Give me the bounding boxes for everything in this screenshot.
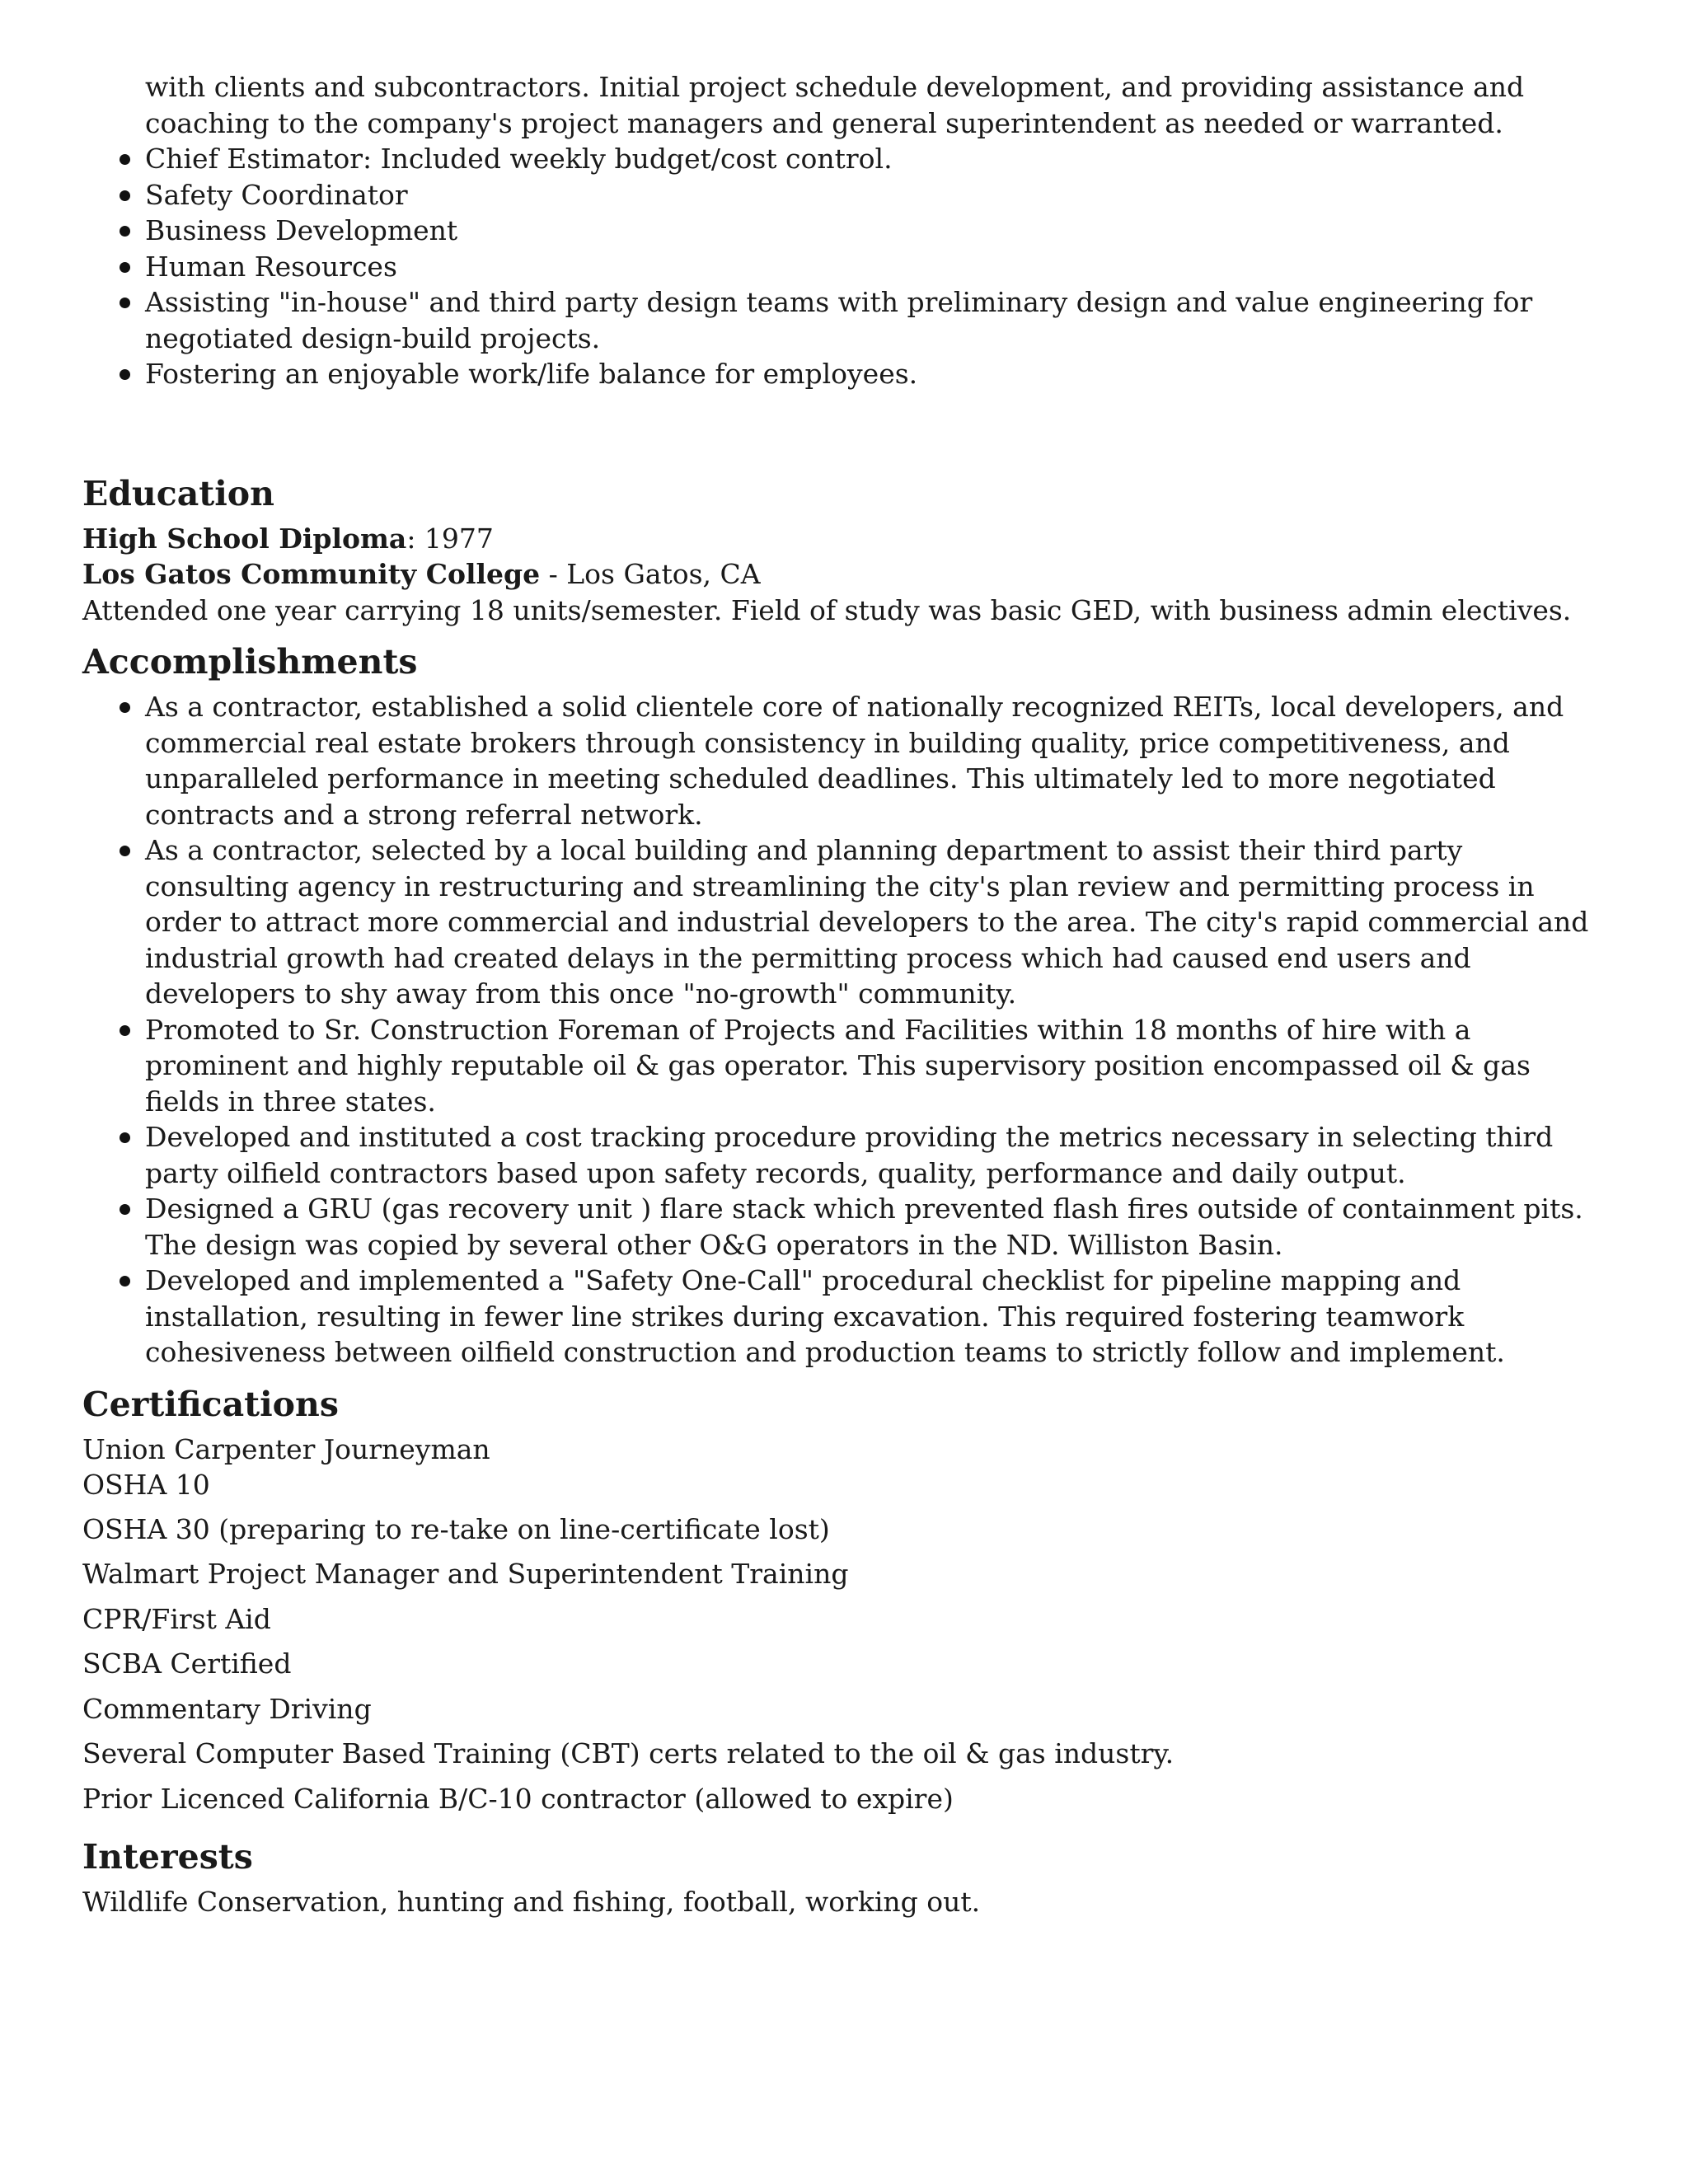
accomplishments-heading: Accomplishments [82, 642, 418, 682]
resume-page [82, 69, 1615, 1920]
certifications-section [82, 1384, 1615, 1817]
education-degree: High School Diploma [82, 522, 407, 555]
education-location: - Los Gatos, CA [540, 558, 761, 590]
list-item: Designed a GRU (gas recovery unit ) flare stack which prevented flash fires outside of containment pits. The design was copied by several other O&G operators in the ND. Williston Basin. [82, 1191, 1607, 1263]
certification-item: Several Computer Based Training (CBT) certs related to the oil & gas industry. [82, 1737, 1175, 1769]
list-item: As a contractor, established a solid clientele core of nationally recognized REITs, local developers, and commercial real estate brokers through consistency in building quality, price competitiveness, and unparalleled performance in meeting scheduled deadlines. This ultimately led to more negotiated contracts and a strong referral network. [82, 689, 1607, 832]
education-section [82, 473, 1615, 629]
interests-text: Wildlife Conservation, hunting and fishing, football, working out. [82, 1886, 981, 1918]
list-item: Human Resources [82, 249, 1615, 285]
education-school: Los Gatos Community College [82, 558, 541, 590]
list-item: Business Development [82, 213, 1615, 249]
certifications-heading: Certifications [82, 1384, 339, 1424]
experience-duties-list [82, 69, 1615, 392]
certification-item: Walmart Project Manager and Superintendent Training [82, 1558, 849, 1590]
certification-item: Union Carpenter Journeyman [82, 1432, 490, 1465]
list-item: As a contractor, selected by a local building and planning department to assist their third party consulting agency in restructuring and streamlining the city's plan review and permitting process in order to attract more commercial and industrial developers to the area. The city's rapid commercial and industrial growth had created delays in the permitting process which had caused end users and developers to shy away from this once "no-growth" community. [82, 832, 1607, 1012]
education-heading: Education [82, 473, 274, 513]
accomplishments-section [82, 641, 1615, 1371]
interests-section [82, 1836, 1615, 1920]
certification-item: OSHA 30 (preparing to re-take on line-certificate lost) [82, 1512, 830, 1545]
list-item: Developed and instituted a cost tracking procedure providing the metrics necessary in selecting third party oilfield contractors based upon safety records, quality, performance and daily output. [82, 1119, 1607, 1191]
list-item: Promoted to Sr. Construction Foreman of Projects and Facilities within 18 months of hire with a prominent and highly reputable oil & gas operator. This supervisory position encompassed oil & gas fields in three states. [82, 1012, 1607, 1120]
certification-item: Commentary Driving [82, 1692, 372, 1725]
education-details: Attended one year carrying 18 units/semester. Field of study was basic GED, with business admin electives. [82, 593, 1572, 626]
certification-item: Prior Licenced California B/C-10 contractor (allowed to expire) [82, 1782, 954, 1815]
list-item: Safety Coordinator [82, 177, 1615, 213]
list-item: Fostering an enjoyable work/life balance for employees. [82, 356, 1615, 392]
education-school-line [82, 556, 1615, 593]
accomplishments-list [82, 689, 1607, 1371]
list-item: Assisting "in-house" and third party design teams with preliminary design and value engineering for negotiated design-build projects. [82, 284, 1615, 356]
certification-item: CPR/First Aid [82, 1602, 271, 1635]
interests-heading: Interests [82, 1837, 253, 1877]
list-item: with clients and subcontractors. Initial project schedule development, and providing assistance and coaching to the company's project managers and general superintendent as needed or warranted. [145, 71, 1525, 139]
education-degree-year: : 1977 [406, 522, 494, 555]
list-item: Chief Estimator: Included weekly budget/cost control. [82, 141, 1615, 177]
certification-item: SCBA Certified [82, 1647, 292, 1680]
list-item: Developed and implemented a "Safety One-Call" procedural checklist for pipeline mapping and installation, resulting in fewer line strikes during excavation. This required fostering teamwork cohesiveness between oilfield construction and production teams to strictly follow and implement. [82, 1263, 1607, 1371]
education-degree-line [82, 521, 1615, 557]
certification-item: OSHA 10 [82, 1469, 210, 1501]
